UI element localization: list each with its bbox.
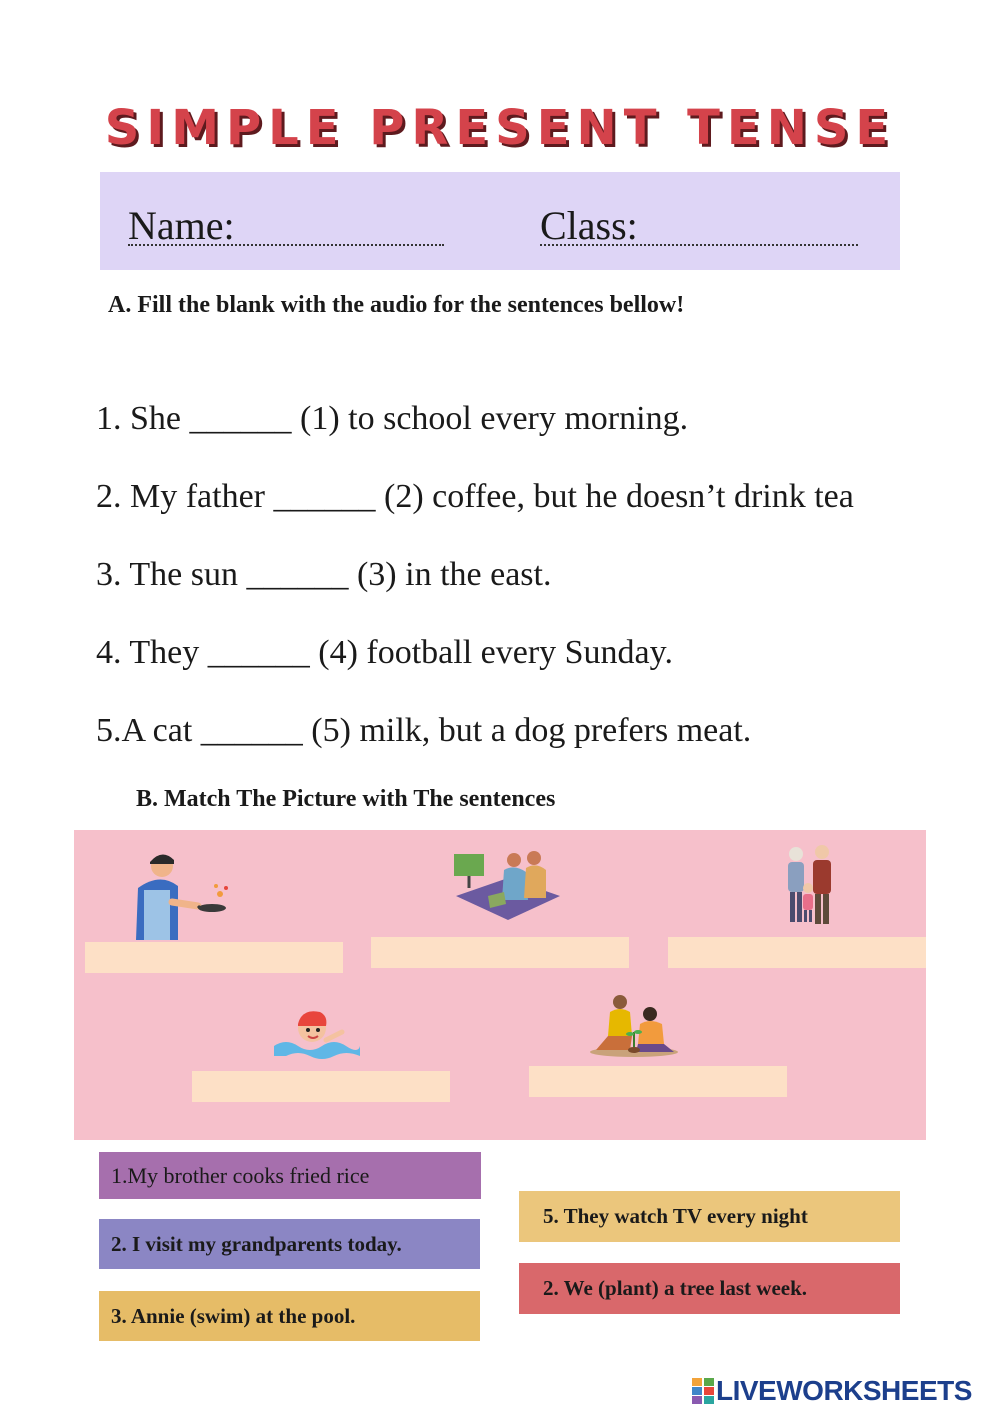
planting-tree-picture	[588, 994, 680, 1058]
section-b-instruction: B. Match The Picture with The sentences	[136, 786, 556, 812]
answer-slot-grandparents[interactable]	[668, 937, 926, 968]
grandparents-picture	[782, 844, 838, 926]
swimming-girl-picture	[272, 1002, 360, 1062]
section-a-instruction: A. Fill the blank with the audio for the sentences bellow!	[108, 292, 685, 318]
cooking-boy-picture	[120, 850, 240, 942]
answer-slot-cooking[interactable]	[85, 942, 343, 973]
sentence-5: 5.A cat ______ (5) milk, but a dog prefers meat.	[96, 712, 752, 749]
liveworksheets-logo	[692, 1374, 972, 1408]
liveworksheets-icon	[692, 1378, 716, 1404]
liveworksheets-text: LIVEWORKSHEETS	[716, 1375, 972, 1406]
sentence-3: 3. The sun ______ (3) in the east.	[96, 556, 552, 593]
sentence-1: 1. She ______ (1) to school every morning.	[96, 400, 689, 437]
sentence-2: 2. My father ______ (2) coffee, but he doesn’t drink tea	[96, 478, 854, 515]
answer-slot-watching-tv[interactable]	[371, 937, 629, 968]
answer-slot-swimming[interactable]	[192, 1071, 450, 1102]
option-watch-tv[interactable]: 5. They watch TV every night	[519, 1191, 900, 1242]
name-line[interactable]	[128, 244, 444, 246]
worksheet-title: SIMPLE PRESENT TENSE	[104, 100, 896, 156]
sentence-4: 4. They ______ (4) football every Sunday.	[96, 634, 673, 671]
class-line[interactable]	[540, 244, 858, 246]
class-label: Class:	[540, 203, 638, 248]
name-class-box	[100, 172, 900, 270]
option-annie-swim[interactable]: 3. Annie (swim) at the pool.	[99, 1291, 480, 1341]
answer-slot-planting[interactable]	[529, 1066, 787, 1097]
option-visit-grandparents[interactable]: 2. I visit my grandparents today.	[99, 1219, 480, 1269]
option-cooks-fried-rice[interactable]: 1.My brother cooks fried rice	[99, 1152, 481, 1199]
name-label: Name:	[128, 203, 235, 248]
option-plant-tree[interactable]: 2. We (plant) a tree last week.	[519, 1263, 900, 1314]
watching-tv-picture	[448, 848, 566, 924]
